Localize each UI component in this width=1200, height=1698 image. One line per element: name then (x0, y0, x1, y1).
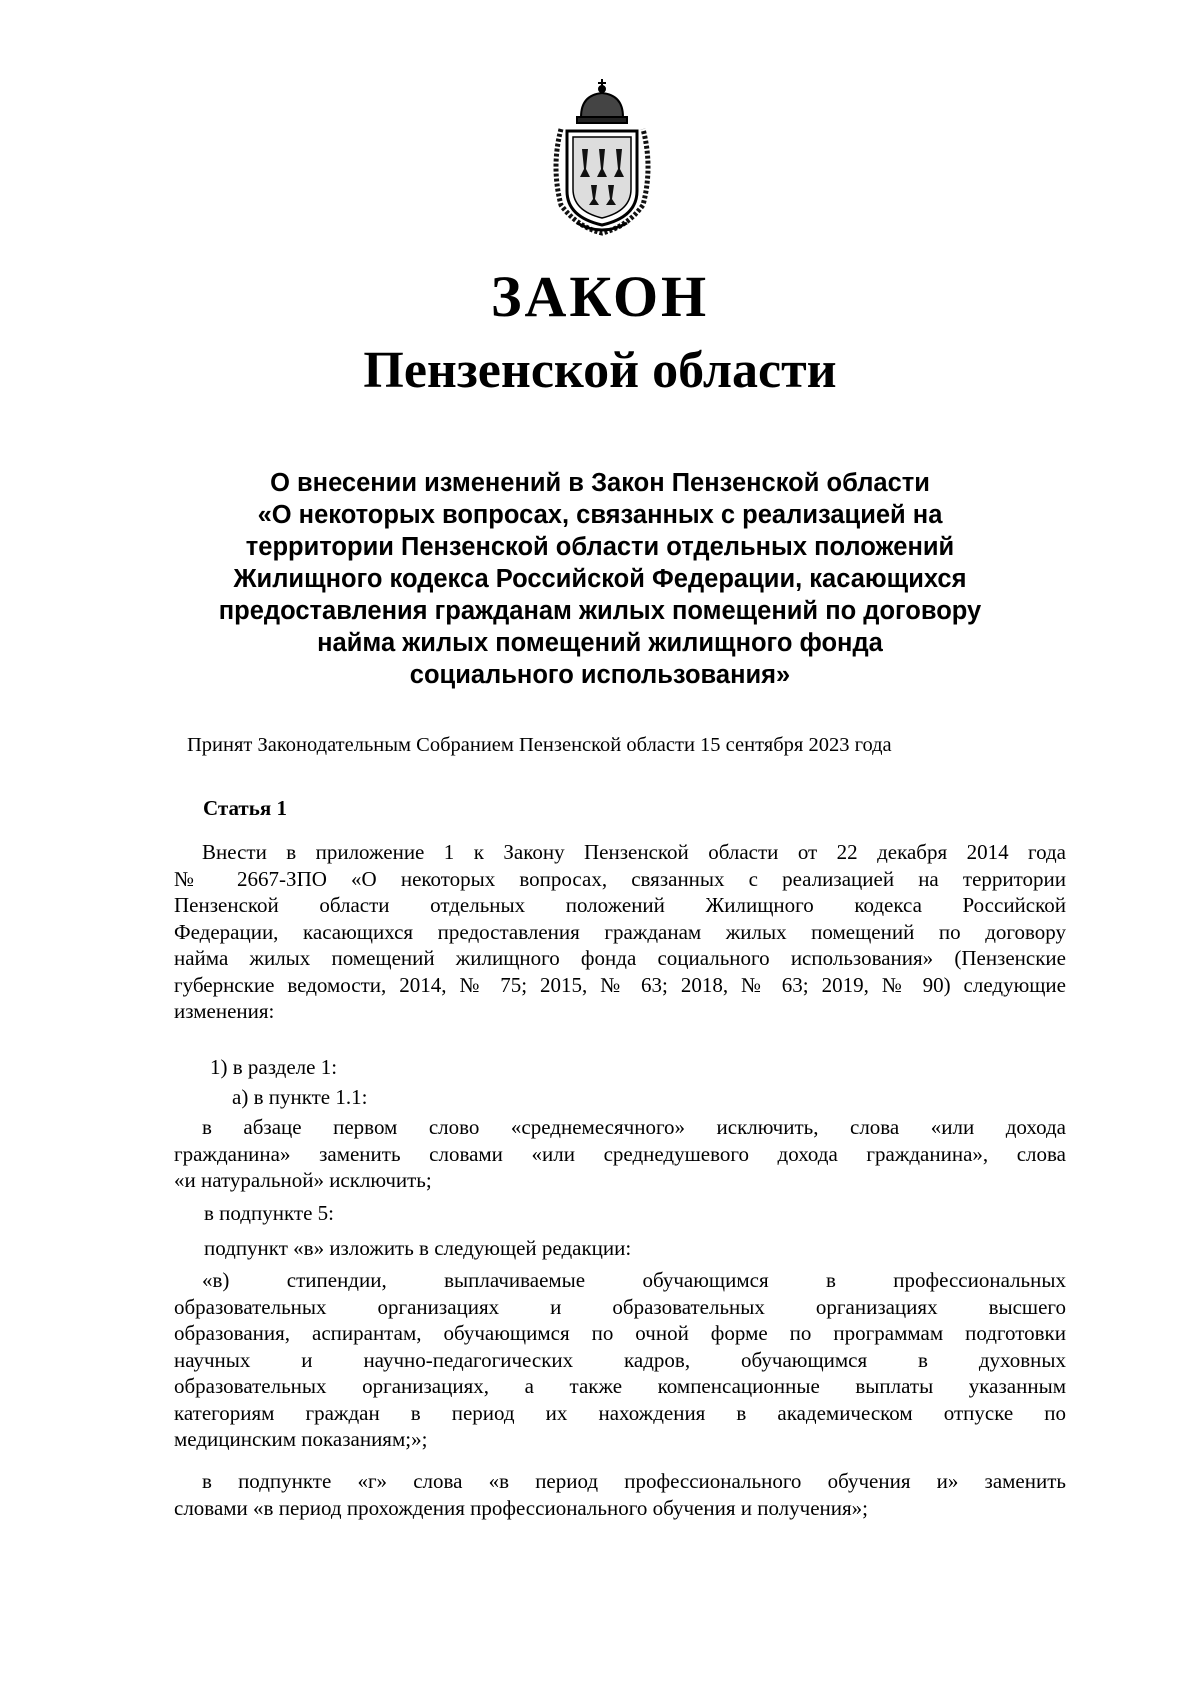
subtitle-line: О внесении изменений в Закон Пензенской области (270, 469, 930, 497)
adoption-note: Принят Законодательным Собранием Пензенской области 15 сентября 2023 года (187, 734, 892, 756)
text-line: медицинским показаниям;»; (174, 1427, 428, 1451)
penza-coat-of-arms-icon (547, 77, 657, 237)
text-line: словами «в период прохождения профессионального обучения и получения»; (174, 1495, 869, 1520)
paragraph-subpoint-5: в подпункте 5: (204, 1201, 334, 1225)
text-line: образовательных организациях и образовательных организациях высшего (174, 1294, 1066, 1319)
law-subtitle (150, 467, 1050, 691)
text-line: Внести в приложение 1 к Закону Пензенской области от 22 декабря 2014 года (202, 840, 1066, 864)
list-item-point-1-1: а) в пункте 1.1: (232, 1085, 368, 1109)
subtitle-line: территории Пензенской области отдельных положений (245, 533, 955, 561)
subtitle-line: «О некоторых вопросах, связанных с реализацией на (257, 501, 943, 529)
text-line: губернские ведомости, 2014, № 75; 2015, № 63; 2018, № 63; 2019, № 90) следующие (174, 972, 1066, 997)
article-heading: Статья 1 (203, 796, 287, 820)
text-line: «и натуральной» исключить; (174, 1168, 432, 1192)
text-line: образовательных организациях, а также компенсационные выплаты указанным (174, 1374, 1066, 1398)
text-line: № 2667-ЗПО «О некоторых вопросах, связанных с реализацией на территории (174, 866, 1066, 891)
text-line: научных и научно-педагогических кадров, обучающимся в духовных (174, 1347, 1066, 1372)
text-line: в абзаце первом слово «среднемесячного» исключить, слова «или дохода (202, 1115, 1066, 1139)
subtitle-line: Жилищного кодекса Российской Федерации, касающихся (233, 565, 967, 593)
subtitle-line: социального использования» (409, 661, 791, 689)
law-title: ЗАКОН (490, 264, 710, 329)
paragraph-subpoint-g (174, 1468, 1066, 1521)
text-line: гражданина» заменить словами «или среднедушевого дохода гражданина», слова (174, 1141, 1066, 1166)
subtitle-line: найма жилых помещений жилищного фонда (317, 629, 883, 657)
paragraph-subpoint-v-text (174, 1267, 1066, 1453)
text-line: образования, аспирантам, обучающимся по очной форме по программам подготовки (174, 1321, 1066, 1345)
text-line: в подпункте «г» слова «в период профессионального обучения и» заменить (202, 1469, 1066, 1493)
law-region: Пензенской области (363, 342, 837, 399)
list-item-section-1: 1) в разделе 1: (210, 1055, 338, 1079)
text-line: найма жилых помещений жилищного фонда социального использования» (Пензенские (174, 946, 1066, 970)
text-line: «в) стипендии, выплачиваемые обучающимся в профессиональных (202, 1268, 1066, 1292)
text-line: категориям граждан в период их нахождения в академическом отпуске по (174, 1400, 1066, 1425)
paragraph-first-abzac (174, 1114, 1066, 1194)
text-line: Пензенской области отдельных положений Жилищного кодекса Российской (174, 893, 1066, 917)
text-line: Федерации, касающихся предоставления гражданам жилых помещений по договору (174, 919, 1066, 944)
text-line: изменения: (174, 999, 275, 1023)
subtitle-line: предоставления гражданам жилых помещений по договору (218, 597, 982, 625)
article-intro-paragraph (174, 839, 1066, 1025)
paragraph-subpoint-v-intro: подпункт «в» изложить в следующей редакции: (204, 1236, 632, 1260)
